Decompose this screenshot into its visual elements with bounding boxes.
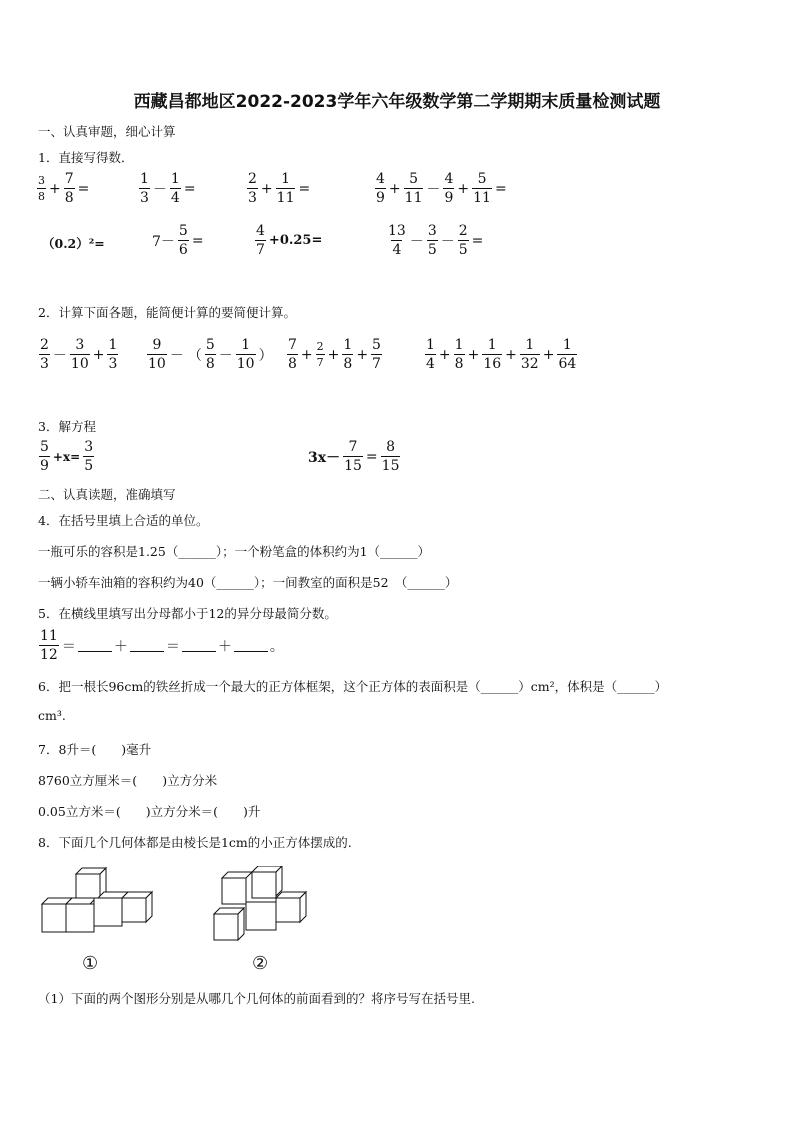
q5-expression: $\frac{11}{12}$ ＝ ＋ ＝ ＋ 。 [40, 628, 284, 663]
figure-1-label: ① [82, 953, 99, 974]
cube-figure-1 [40, 866, 164, 942]
q1-expr-f: 7－ $\frac{5}{6}$ = [152, 223, 204, 258]
section-2-heading: 二、认真读题，准确填写 [38, 487, 176, 502]
q7-line-2: 8760立方厘米＝( )立方分米 [38, 773, 218, 788]
q1-expr-g: $\frac{4}{7}$ +0.25= [256, 223, 323, 258]
cube-figure-2 [210, 866, 322, 944]
q2-expr-a: $\frac{2}{3}$ － $\frac{3}{10}$ + $\frac{1}{3}$ [40, 337, 118, 372]
q1-label: 1．直接写得数． [38, 150, 134, 165]
q1-expr-b: $\frac{1}{3}$ － $\frac{1}{4}$ = [140, 171, 196, 206]
page-title: 西藏昌都地区2022-2023学年六年级数学第二学期期末质量检测试题 [133, 92, 661, 112]
figure-2-label: ② [252, 953, 269, 974]
answer-blank[interactable] [182, 639, 216, 652]
q3-equation-b: 3x－ $\frac{7}{15}$ = $\frac{8}{15}$ [308, 439, 400, 474]
q7-line-3: 0.05立方米＝( )立方分米＝( )升 [38, 804, 261, 819]
q8-label: 8．下面几个几何体都是由棱长是1cm的小正方体摆成的. [38, 835, 352, 850]
q8-sub-1: （1）下面的两个图形分别是从哪几个几何体的前面看到的？将序号写在括号里. [38, 991, 475, 1006]
q5-label: 5．在横线里填写出分母都小于12的异分母最简分数。 [38, 606, 337, 621]
q2-expr-c: $\frac{7}{8}$ + $\frac{2}{7}$ + $\frac{1}{8}$ + $\frac{5}{7}$ [288, 337, 381, 372]
section-1-heading: 一、认真审题，细心计算 [38, 124, 176, 139]
q1-expr-h: $\frac{13}{4}$ － $\frac{3}{5}$ － $\frac{2}{5}$ = [388, 223, 484, 258]
answer-blank[interactable] [78, 639, 112, 652]
q4-line-2: 一辆小轿车油箱的容积约为40（______）；一间教室的面积是52 （______） [38, 575, 458, 590]
fraction: $\frac{7}{8}$ [64, 171, 74, 206]
answer-blank[interactable] [234, 639, 268, 652]
q3-label: 3．解方程 [38, 419, 96, 434]
q2-expr-b: $\frac{9}{10}$ － （ $\frac{5}{8}$ － $\frac{1}{10}$ ） [148, 337, 273, 372]
q1-expr-c: $\frac{2}{3}$ + $\frac{1}{11}$ = [248, 171, 311, 206]
q3-equation-a: $\frac{5}{9}$ +x= $\frac{3}{5}$ [40, 439, 94, 474]
q4-line-1: 一瓶可乐的容积是1.25（______）；一个粉笔盒的体积约为1（______） [38, 544, 431, 559]
q6-line-2: cm³. [38, 708, 66, 723]
fraction: $\frac{3}{8}$ [38, 174, 45, 203]
q1-expr-a: $\frac{3}{8}$ + $\frac{7}{8}$ = [38, 171, 90, 206]
q6-line-1: 6．把一根长96cm的铁丝折成一个最大的正方体框架，这个正方体的表面积是（______）cm²，体积是（______） [38, 679, 668, 694]
answer-blank[interactable] [130, 639, 164, 652]
q4-label: 4．在括号里填上合适的单位。 [38, 513, 209, 528]
q2-expr-d: $\frac{1}{4}$ + $\frac{1}{8}$ + $\frac{1}{16}$ + $\frac{1}{32}$ + $\frac{1}{64}$ [426, 337, 577, 372]
q7-line-1: 7．8升＝( )毫升 [38, 742, 152, 757]
q2-label: 2．计算下面各题，能简便计算的要简便计算。 [38, 305, 296, 320]
q1-expr-d: $\frac{4}{9}$ + $\frac{5}{11}$ － $\frac{4}{9}$ + $\frac{5}{11}$ = [376, 171, 507, 206]
q1-expr-e: （0.2）²= [42, 236, 105, 251]
